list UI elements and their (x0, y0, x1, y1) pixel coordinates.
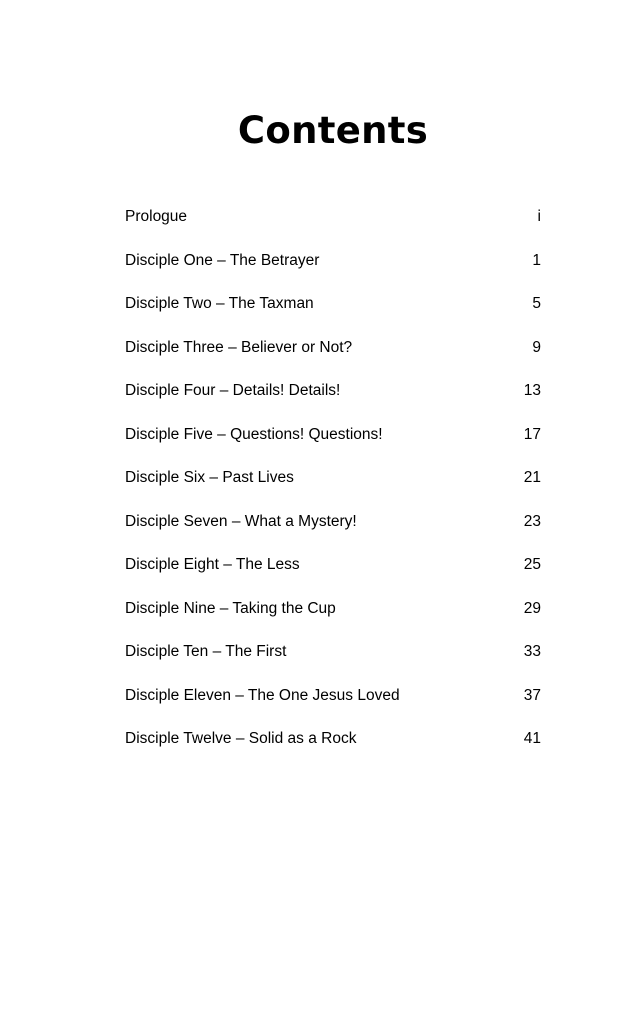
toc-entry-page-number: 37 (523, 686, 541, 704)
toc-entry-title: Disciple Nine – Taking the Cup (125, 599, 336, 617)
toc-entry-title: Prologue (125, 208, 188, 225)
toc-entry-title: Disciple One – The Betrayer (125, 251, 320, 269)
toc-entry-disciple-seven (125, 505, 541, 549)
toc-entry-title: Disciple Three – Believer or Not? (125, 338, 353, 356)
toc-entry-page-number: 23 (523, 512, 541, 530)
toc-entry-page-number: 5 (532, 295, 541, 312)
toc-entry-page-number: 33 (523, 643, 541, 660)
toc-entry-title: Disciple Ten – The First (125, 643, 287, 660)
toc-entry-disciple-ten (125, 635, 541, 679)
toc-entry-title: Disciple Five – Questions! Questions! (125, 425, 383, 443)
toc-entry-title: Disciple Twelve – Solid as a Rock (125, 730, 357, 747)
toc-entry-page-number: 9 (532, 338, 541, 356)
toc-entry-disciple-five (125, 418, 541, 462)
toc-entry-title: Disciple Six – Past Lives (125, 469, 294, 486)
toc-entry-page-number: 17 (523, 425, 541, 443)
toc-entry-title: Disciple Eight – The Less (125, 556, 300, 573)
table-of-contents (125, 200, 541, 766)
toc-entry-title: Disciple Eleven – The One Jesus Loved (125, 686, 400, 704)
page-title: Contents (237, 109, 429, 152)
toc-entry-page-number: 1 (532, 251, 541, 269)
toc-entry-page-number: 41 (523, 730, 541, 747)
toc-entry-page-number: 25 (523, 556, 541, 573)
toc-entry-disciple-eight (125, 548, 541, 592)
toc-entry-disciple-nine (125, 592, 541, 636)
toc-entry-prologue (125, 200, 541, 244)
toc-entry-page-number: 29 (523, 599, 541, 617)
toc-entry-title: Disciple Seven – What a Mystery! (125, 512, 357, 530)
toc-entry-page-number: i (537, 208, 541, 225)
toc-entry-disciple-eleven (125, 679, 541, 723)
toc-entry-disciple-two (125, 287, 541, 331)
toc-entry-page-number: 21 (523, 469, 541, 486)
toc-entry-disciple-three (125, 331, 541, 375)
toc-entry-disciple-twelve (125, 722, 541, 766)
toc-entry-disciple-six (125, 461, 541, 505)
toc-entry-disciple-one (125, 244, 541, 288)
toc-entry-title: Disciple Two – The Taxman (125, 295, 314, 312)
toc-entry-page-number: 13 (523, 382, 541, 399)
toc-entry-disciple-four (125, 374, 541, 418)
toc-entry-title: Disciple Four – Details! Details! (125, 382, 341, 399)
